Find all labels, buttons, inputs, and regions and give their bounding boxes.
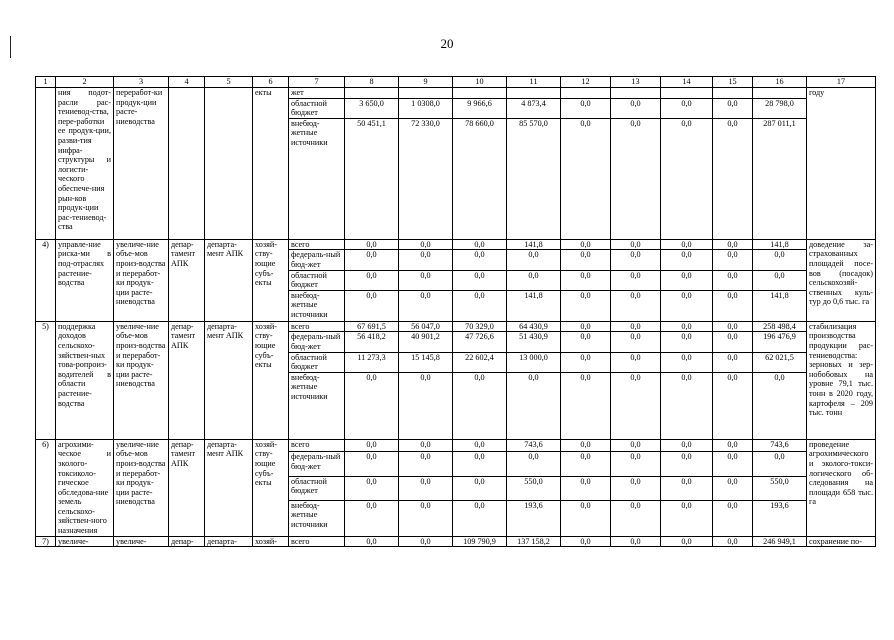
program-table — [35, 76, 876, 547]
value-cell: 0,0 — [561, 250, 611, 270]
value-cell: 0,0 — [611, 536, 661, 547]
value-cell: 0,0 — [453, 452, 507, 476]
value-cell: 0,0 — [661, 352, 713, 372]
value-cell: 1 0308,0 — [399, 98, 453, 118]
value-cell: 0,0 — [345, 290, 399, 321]
value-cell: 64 430,9 — [507, 321, 561, 332]
value-cell — [561, 88, 611, 99]
source-cell: областной бюджет — [289, 98, 345, 118]
event-name-cell: поддержка доходов сельскохо-зяйствен-ных това-ропроиз-водителей в области растение-водства — [56, 321, 114, 439]
value-cell: 0,0 — [713, 332, 753, 352]
value-cell: 0,0 — [561, 352, 611, 372]
row-number-cell: 5) — [36, 321, 56, 439]
value-cell: 47 726,6 — [453, 332, 507, 352]
value-cell: 22 602,4 — [453, 352, 507, 372]
value-cell: 0,0 — [561, 332, 611, 352]
column-header: 6 — [253, 77, 289, 88]
value-cell: 0,0 — [345, 452, 399, 476]
responsible-cell: депар-тамент АПК — [169, 239, 205, 321]
goal-cell: увеличе-ние объе-мов произ-водства и переработ-ки продук-ции расте-ниеводства — [114, 239, 169, 321]
row-number-cell — [36, 88, 56, 240]
value-cell: 0,0 — [713, 372, 753, 439]
value-cell: 50 451,1 — [345, 118, 399, 239]
value-cell: 0,0 — [661, 439, 713, 452]
value-cell: 0,0 — [345, 500, 399, 536]
value-cell: 287 011,1 — [753, 118, 807, 239]
participants-cell: хозяй-ству-ющие субъ-екты — [253, 439, 289, 536]
value-cell — [611, 88, 661, 99]
value-cell: 0,0 — [661, 250, 713, 270]
value-cell: 0,0 — [713, 98, 753, 118]
value-cell: 0,0 — [453, 250, 507, 270]
value-cell — [399, 88, 453, 99]
value-cell: 0,0 — [507, 372, 561, 439]
value-cell: 0,0 — [611, 290, 661, 321]
value-cell: 196 476,9 — [753, 332, 807, 352]
value-cell: 246 949,1 — [753, 536, 807, 547]
value-cell — [507, 88, 561, 99]
value-cell: 0,0 — [561, 372, 611, 439]
table-cell: департа- — [205, 536, 253, 547]
value-cell: 0,0 — [561, 118, 611, 239]
value-cell — [345, 88, 399, 99]
value-cell: 550,0 — [507, 476, 561, 500]
header-row — [36, 77, 876, 88]
source-cell: областной бюджет — [289, 270, 345, 290]
value-cell: 0,0 — [399, 290, 453, 321]
value-cell: 0,0 — [611, 118, 661, 239]
value-cell: 0,0 — [399, 239, 453, 250]
value-cell — [753, 88, 807, 99]
value-cell: 0,0 — [713, 500, 753, 536]
column-header: 14 — [661, 77, 713, 88]
value-cell: 550,0 — [753, 476, 807, 500]
column-header: 13 — [611, 77, 661, 88]
source-cell: областной бюджет — [289, 352, 345, 372]
value-cell: 0,0 — [453, 239, 507, 250]
column-header: 8 — [345, 77, 399, 88]
value-cell: 0,0 — [399, 476, 453, 500]
result-cell: стабилизация производства продукции рас-тениеводства: зерновых и зер-нобобовых на уровне 79,1 тыс. тонн в 2020 году, картофеля – 209 тыс. тонн — [807, 321, 876, 439]
value-cell: 0,0 — [399, 250, 453, 270]
table-cell: увеличе- — [114, 536, 169, 547]
value-cell: 0,0 — [611, 500, 661, 536]
value-cell: 0,0 — [611, 250, 661, 270]
value-cell: 0,0 — [661, 321, 713, 332]
column-header: 5 — [205, 77, 253, 88]
value-cell: 0,0 — [713, 290, 753, 321]
value-cell: 0,0 — [561, 98, 611, 118]
value-cell: 193,6 — [753, 500, 807, 536]
value-cell: 0,0 — [561, 239, 611, 250]
participants-cell: екты — [253, 88, 289, 240]
value-cell: 0,0 — [753, 250, 807, 270]
value-cell: 0,0 — [399, 536, 453, 547]
value-cell: 0,0 — [611, 321, 661, 332]
value-cell: 0,0 — [611, 98, 661, 118]
source-cell: внебюд-жетные источники — [289, 372, 345, 439]
source-cell: внебюд-жетные источники — [289, 118, 345, 239]
responsible-cell — [169, 88, 205, 240]
value-cell: 0,0 — [453, 372, 507, 439]
value-cell: 11 273,3 — [345, 352, 399, 372]
column-header: 2 — [56, 77, 114, 88]
source-cell: федераль-ный бюд-жет — [289, 250, 345, 270]
value-cell: 0,0 — [661, 290, 713, 321]
value-cell: 0,0 — [713, 352, 753, 372]
value-cell: 62 021,5 — [753, 352, 807, 372]
row-number-cell: 6) — [36, 439, 56, 536]
value-cell: 193,6 — [507, 500, 561, 536]
column-header: 10 — [453, 77, 507, 88]
result-cell: доведение за-страхованных площадей посе-вов (посадок) сельскохозяй-ственных куль-тур до 0,6 тыс. га — [807, 239, 876, 321]
value-cell: 0,0 — [561, 536, 611, 547]
result-cell: проведение агрохимического и эколого-токси-логического об-следования на площади 658 тыс. га — [807, 439, 876, 536]
value-cell: 0,0 — [507, 250, 561, 270]
value-cell: 0,0 — [345, 372, 399, 439]
table-cell: 7) — [36, 536, 56, 547]
table-cell: депар- — [169, 536, 205, 547]
source-cell: федераль-ный бюд-жет — [289, 452, 345, 476]
column-header: 12 — [561, 77, 611, 88]
value-cell: 0,0 — [661, 500, 713, 536]
goal-cell: увеличе-ние объе-мов произ-водства и переработ-ки продук-ции расте-ниеводства — [114, 321, 169, 439]
source-cell: внебюд-жетные источники — [289, 500, 345, 536]
table-row — [36, 321, 876, 332]
event-name-cell: агрохими-ческое и эколого-токсиколо-гическое обследова-ние земель сельскохо-зяйствен-ного назначения — [56, 439, 114, 536]
value-cell: 28 798,0 — [753, 98, 807, 118]
value-cell: 0,0 — [661, 332, 713, 352]
value-cell: 0,0 — [713, 250, 753, 270]
value-cell: 0,0 — [713, 239, 753, 250]
responsible-cell: депар-тамент АПК — [169, 321, 205, 439]
page-number: 20 — [440, 36, 454, 51]
value-cell: 743,6 — [753, 439, 807, 452]
value-cell: 0,0 — [753, 452, 807, 476]
value-cell: 56 047,0 — [399, 321, 453, 332]
source-cell: всего — [289, 321, 345, 332]
value-cell: 0,0 — [399, 270, 453, 290]
value-cell: 0,0 — [713, 536, 753, 547]
value-cell: 40 901,2 — [399, 332, 453, 352]
value-cell: 743,6 — [507, 439, 561, 452]
value-cell: 109 790,9 — [453, 536, 507, 547]
table-cell: увеличе- — [56, 536, 114, 547]
table-row — [36, 239, 876, 250]
value-cell: 0,0 — [713, 476, 753, 500]
source-cell: всего — [289, 439, 345, 452]
coexecutor-cell — [205, 88, 253, 240]
table-row — [36, 439, 876, 452]
column-header: 16 — [753, 77, 807, 88]
value-cell: 0,0 — [713, 270, 753, 290]
value-cell: 0,0 — [661, 536, 713, 547]
value-cell: 141,8 — [507, 290, 561, 321]
row-number-cell: 4) — [36, 239, 56, 321]
value-cell: 13 000,0 — [507, 352, 561, 372]
value-cell: 0,0 — [713, 321, 753, 332]
value-cell: 3 650,0 — [345, 98, 399, 118]
value-cell: 0,0 — [713, 452, 753, 476]
participants-cell: хозяй-ству-ющие субъ-екты — [253, 321, 289, 439]
value-cell: 0,0 — [345, 439, 399, 452]
value-cell: 0,0 — [561, 321, 611, 332]
value-cell: 0,0 — [399, 439, 453, 452]
value-cell — [661, 88, 713, 99]
value-cell: 0,0 — [561, 476, 611, 500]
value-cell: 0,0 — [561, 500, 611, 536]
result-cell: сохранение по- — [807, 536, 876, 547]
value-cell: 0,0 — [453, 500, 507, 536]
value-cell: 15 145,8 — [399, 352, 453, 372]
value-cell: 0,0 — [611, 372, 661, 439]
value-cell: 0,0 — [713, 118, 753, 239]
value-cell: 0,0 — [713, 439, 753, 452]
column-header: 1 — [36, 77, 56, 88]
value-cell: 137 158,2 — [507, 536, 561, 547]
value-cell: 0,0 — [661, 98, 713, 118]
value-cell: 0,0 — [507, 270, 561, 290]
value-cell: 0,0 — [345, 250, 399, 270]
source-cell: внебюд-жетные источники — [289, 290, 345, 321]
value-cell: 0,0 — [453, 439, 507, 452]
value-cell: 141,8 — [753, 290, 807, 321]
goal-cell: увеличе-ние объе-мов произ-водства и переработ-ки продук-ции расте-ниеводства — [114, 439, 169, 536]
value-cell: 0,0 — [345, 239, 399, 250]
result-cell: году — [807, 88, 876, 240]
value-cell: 0,0 — [661, 270, 713, 290]
source-cell: областной бюджет — [289, 476, 345, 500]
value-cell: 0,0 — [561, 439, 611, 452]
value-cell: 141,8 — [753, 239, 807, 250]
value-cell: 141,8 — [507, 239, 561, 250]
source-cell: всего — [289, 239, 345, 250]
value-cell: 51 430,9 — [507, 332, 561, 352]
value-cell: 0,0 — [753, 372, 807, 439]
column-header: 7 — [289, 77, 345, 88]
event-name-cell: управле-ние риска-ми в под-отраслях растение-водства — [56, 239, 114, 321]
value-cell: 56 418,2 — [345, 332, 399, 352]
coexecutor-cell: департа-мент АПК — [205, 439, 253, 536]
value-cell: 0,0 — [611, 476, 661, 500]
value-cell: 0,0 — [345, 476, 399, 500]
coexecutor-cell: департа-мент АПК — [205, 321, 253, 439]
value-cell: 0,0 — [453, 476, 507, 500]
value-cell: 4 873,4 — [507, 98, 561, 118]
value-cell: 9 966,6 — [453, 98, 507, 118]
value-cell: 0,0 — [753, 270, 807, 290]
table-cell: хозяй- — [253, 536, 289, 547]
table-cell: всего — [289, 536, 345, 547]
participants-cell: хозяй-ству-ющие субъ-екты — [253, 239, 289, 321]
value-cell: 0,0 — [507, 452, 561, 476]
value-cell — [713, 88, 753, 99]
value-cell: 67 691,5 — [345, 321, 399, 332]
value-cell: 0,0 — [611, 452, 661, 476]
column-header: 4 — [169, 77, 205, 88]
source-cell: жет — [289, 88, 345, 99]
value-cell: 0,0 — [399, 452, 453, 476]
coexecutor-cell: департа-мент АПК — [205, 239, 253, 321]
value-cell: 0,0 — [399, 500, 453, 536]
value-cell: 72 330,0 — [399, 118, 453, 239]
value-cell: 0,0 — [561, 290, 611, 321]
value-cell: 0,0 — [661, 452, 713, 476]
column-header: 15 — [713, 77, 753, 88]
event-name-cell: ния подот-расли рас-тениевод-ства, пере-работки ее продук-ции, разви-тия инфра-структуры и логисти-ческого обеспече-ния рын-ков продук-ции рас-тениевод-ства — [56, 88, 114, 240]
value-cell: 0,0 — [661, 476, 713, 500]
value-cell: 70 329,0 — [453, 321, 507, 332]
value-cell: 0,0 — [399, 372, 453, 439]
value-cell: 0,0 — [611, 439, 661, 452]
table-row — [36, 88, 876, 99]
value-cell: 0,0 — [345, 270, 399, 290]
value-cell: 0,0 — [453, 270, 507, 290]
value-cell: 0,0 — [453, 290, 507, 321]
table-row — [36, 536, 876, 547]
value-cell: 0,0 — [561, 452, 611, 476]
value-cell: 258 498,4 — [753, 321, 807, 332]
responsible-cell: депар-тамент АПК — [169, 439, 205, 536]
value-cell: 0,0 — [661, 239, 713, 250]
value-cell: 0,0 — [561, 270, 611, 290]
value-cell: 0,0 — [661, 372, 713, 439]
column-header: 11 — [507, 77, 561, 88]
value-cell: 85 570,0 — [507, 118, 561, 239]
value-cell: 0,0 — [611, 239, 661, 250]
value-cell — [453, 88, 507, 99]
column-header: 9 — [399, 77, 453, 88]
column-header: 3 — [114, 77, 169, 88]
value-cell: 0,0 — [611, 332, 661, 352]
goal-cell: переработ-ки продук-ции расте-ниеводства — [114, 88, 169, 240]
value-cell: 0,0 — [611, 352, 661, 372]
value-cell: 78 660,0 — [453, 118, 507, 239]
source-cell: федераль-ный бюд-жет — [289, 332, 345, 352]
value-cell: 0,0 — [661, 118, 713, 239]
value-cell: 0,0 — [345, 536, 399, 547]
value-cell: 0,0 — [611, 270, 661, 290]
column-header: 17 — [807, 77, 876, 88]
